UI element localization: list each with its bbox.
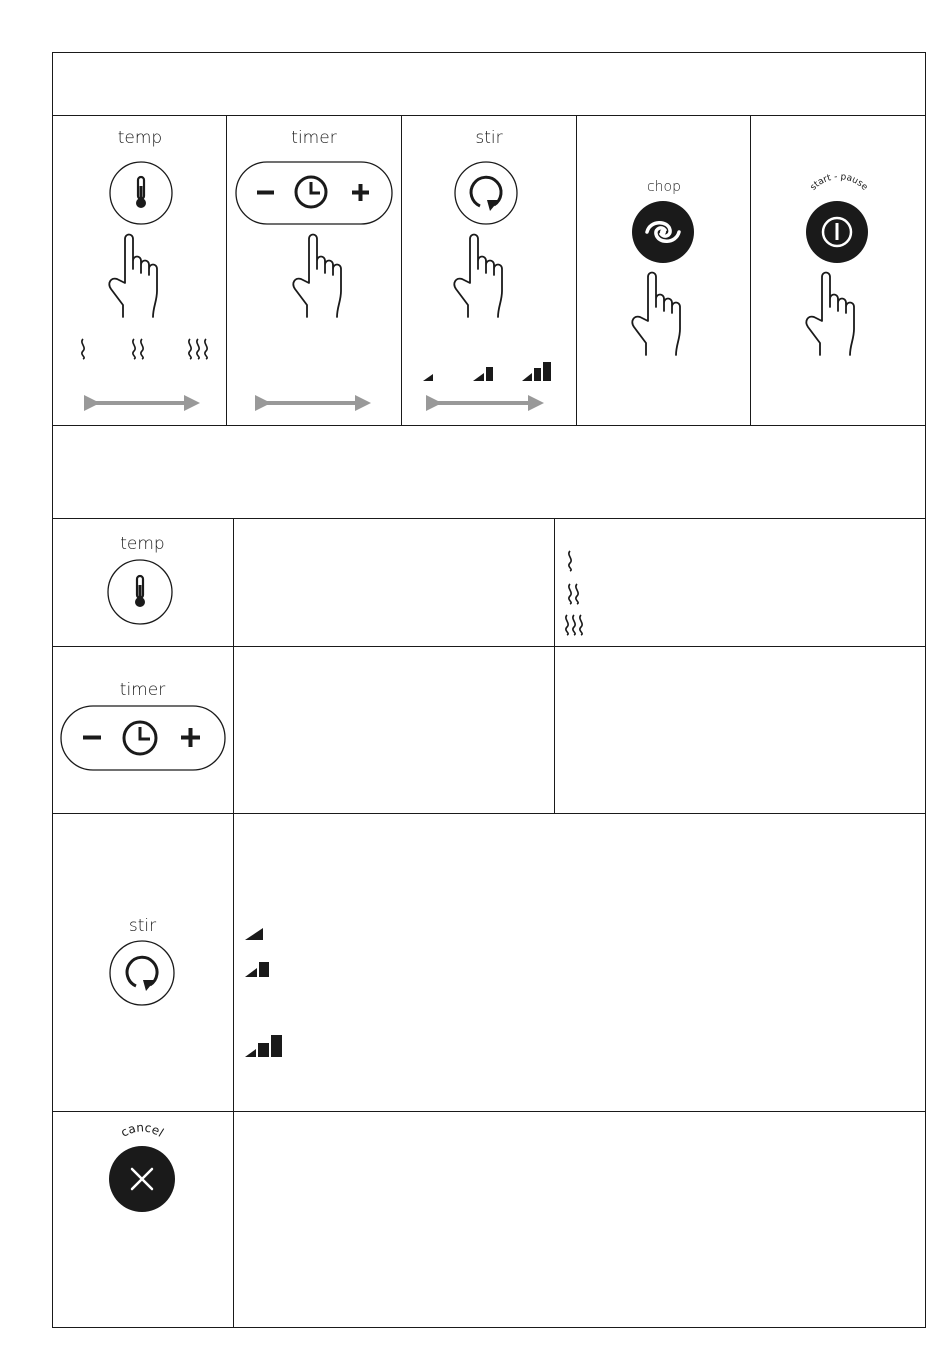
start-pause-label: start - pause [808, 172, 870, 193]
legend-cancel-label: cancel [118, 1120, 167, 1140]
temp-label: temp [117, 128, 163, 148]
stir-label: stir [475, 128, 503, 148]
legend-stir-label: stir [128, 916, 157, 936]
chop-label: chop [646, 179, 682, 195]
svg-text:cancel [118, 1120, 166, 1139]
timer-label: timer [291, 128, 337, 148]
legend-timer-label: timer [119, 680, 166, 700]
legend-temp-label: temp [120, 534, 165, 554]
cancel-button [109, 1146, 175, 1212]
